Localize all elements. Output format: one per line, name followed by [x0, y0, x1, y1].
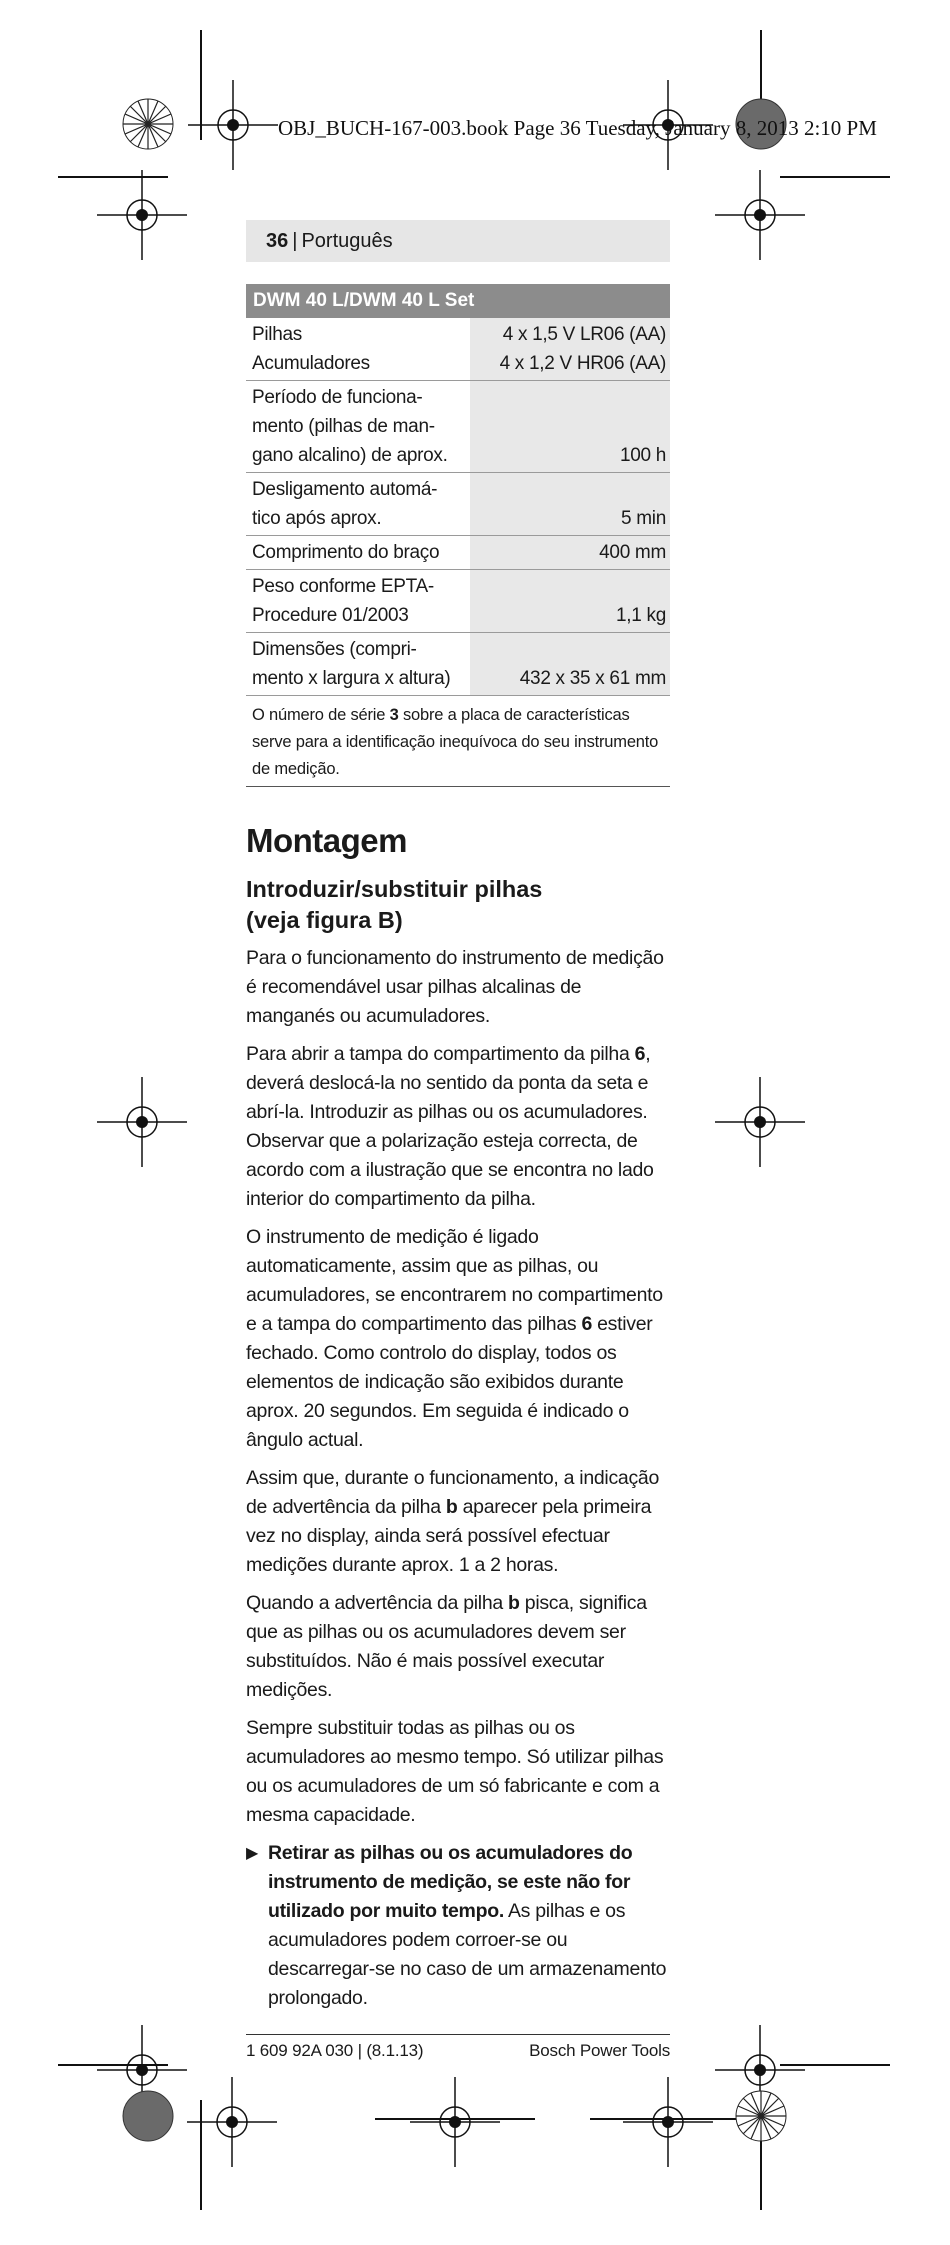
- spec-value: [470, 473, 670, 535]
- spec-row: [246, 381, 670, 473]
- paragraph-bold-ref: 6: [634, 1043, 646, 1065]
- spec-row: [246, 633, 670, 696]
- spec-value-line: 400 mm: [599, 542, 666, 563]
- registration-mark-icon: [187, 2077, 277, 2167]
- spec-value-line: 4 x 1,5 V LR06 (AA): [502, 324, 666, 345]
- spec-value: [470, 633, 670, 695]
- registration-mark-icon: [715, 170, 805, 260]
- paragraph-bold-ref: b: [445, 1496, 458, 1518]
- subsection-title: [246, 874, 670, 936]
- subtitle-line: Introduzir/substituir pilhas: [246, 876, 543, 902]
- bullet-bold-text: Retirar as pilhas ou os acumuladores do instrumento de medição, se este não for utilizado por muito tempo.: [268, 1842, 633, 1922]
- spec-label-line: mento x largura x altura): [252, 668, 451, 689]
- registration-mark-icon: [188, 80, 278, 170]
- spec-value-line: 432 x 35 x 61 mm: [519, 668, 666, 689]
- paragraph-text: aparecer pela primeira vez no display, ainda será possível efectuar medições durante aprox. 1 a 2 horas.: [246, 1496, 652, 1576]
- starburst-target-icon: [735, 2090, 787, 2142]
- paragraph-text: estiver fechado. Como controlo do display, todos os elementos de indicação são exibidos durante aprox. 20 segundos. Em seguida é indicado o ângulo actual.: [246, 1313, 653, 1451]
- spec-label-line: Peso conforme EPTA-: [252, 576, 434, 597]
- footer-doc-number: 1 609 92A 030 | (8.1.13): [246, 2041, 424, 2060]
- book-file-header: OBJ_BUCH-167-003.book Page 36 Tuesday, January 8, 2013 2:10 PM: [278, 116, 877, 140]
- spec-label: [246, 633, 470, 695]
- paragraph-text: Para abrir a tampa do compartimento da pilha: [246, 1043, 635, 1065]
- footer-brand: Bosch Power Tools: [529, 2041, 670, 2060]
- spec-label-line: Comprimento do braço: [252, 542, 440, 563]
- paragraph-bold-ref: 6: [581, 1313, 593, 1335]
- spec-label-line: Acumuladores: [252, 353, 370, 374]
- paragraph: [246, 1223, 670, 1455]
- spec-row: [246, 473, 670, 536]
- spec-row: [246, 536, 670, 570]
- spec-label: [246, 473, 470, 535]
- page-footer: [246, 2034, 670, 2061]
- body-text: [246, 944, 670, 1830]
- spec-note-post: sobre a placa de características serve para a identificação inequívoca do seu instrumento de medição.: [252, 706, 659, 778]
- spec-label-line: Pilhas: [252, 324, 302, 345]
- spec-row: [246, 318, 670, 381]
- spec-label-line: mento (pilhas de man-: [252, 416, 435, 437]
- paragraph: [246, 1464, 670, 1580]
- paragraph: [246, 1040, 670, 1214]
- registration-mark-icon: [97, 170, 187, 260]
- paragraph-text: Quando a advertência da pilha: [246, 1592, 509, 1614]
- spec-note-bold: 3: [389, 706, 399, 724]
- spec-label-line: Dimensões (compri-: [252, 639, 417, 660]
- spec-label: [246, 318, 470, 380]
- spec-value-line: 1,1 kg: [616, 605, 666, 626]
- subtitle-line: (veja figura B): [246, 907, 403, 933]
- spec-label-line: Desligamento automá-: [252, 479, 438, 500]
- bullet-text: [268, 1839, 670, 2013]
- header-language: Português: [301, 229, 393, 252]
- spec-note: [246, 696, 670, 787]
- paragraph-text: , deverá deslocá-la no sentido da ponta da seta e abrí-la. Introduzir as pilhas ou os acumuladores. Observar que a polarização esteja correcta, de acordo com a ilustração que se encontra no lado interior do compartimento da pilha.: [246, 1043, 654, 1210]
- spec-label-line: gano alcalino) de aprox.: [252, 445, 448, 466]
- bullet-plain-text: As pilhas e os acumuladores podem corroer-se ou descarregar-se no caso de um armazenamento prolongado.: [268, 1900, 667, 2009]
- paragraph-text: O instrumento de medição é ligado automaticamente, assim que as pilhas, ou acumuladores, se encontrarem no compartimento e a tampa do compartimento das pilhas: [246, 1226, 663, 1335]
- page-header: [246, 220, 670, 262]
- spec-table-title: DWM 40 L/DWM 40 L Set: [246, 284, 670, 318]
- spec-value: [470, 570, 670, 632]
- spec-label-line: tico após aprox.: [252, 508, 382, 529]
- paragraph: [246, 1714, 670, 1830]
- spec-label: [246, 536, 470, 569]
- spec-value: [470, 318, 670, 380]
- paragraph: [246, 1589, 670, 1705]
- spec-value-line: 100 h: [619, 445, 666, 466]
- spec-value-line: 4 x 1,2 V HR06 (AA): [499, 353, 666, 374]
- spec-row: [246, 570, 670, 633]
- starburst-target-icon: [122, 98, 174, 150]
- registration-mark-icon: [715, 1077, 805, 1167]
- spec-value: [470, 536, 670, 569]
- spec-label-line: Procedure 01/2003: [252, 605, 409, 626]
- registration-mark-icon: [410, 2077, 500, 2167]
- spec-note-pre: O número de série: [252, 706, 390, 724]
- spec-label-line: Período de funciona-: [252, 387, 423, 408]
- paragraph-text: Assim que, durante o funcionamento, a indicação de advertência da pilha: [246, 1467, 659, 1518]
- spec-value: [470, 381, 670, 472]
- paragraph-text: Sempre substituir todas as pilhas ou os acumuladores ao mesmo tempo. Só utilizar pilhas ou os acumuladores de um só fabricante e com a mesma capacidade.: [246, 1717, 664, 1826]
- spec-table: [246, 318, 670, 787]
- gray-target-icon: [122, 2090, 174, 2142]
- paragraph-text: Para o funcionamento do instrumento de medição é recomendável usar pilhas alcalinas de manganés ou acumuladores.: [246, 947, 664, 1027]
- paragraph-bold-ref: b: [508, 1592, 520, 1614]
- spec-label: [246, 381, 470, 472]
- page-number: 36: [266, 229, 289, 252]
- registration-mark-icon: [97, 1077, 187, 1167]
- header-separator: |: [292, 229, 298, 252]
- spec-value-line: 5 min: [621, 508, 666, 529]
- paragraph-text: pisca, significa que as pilhas ou os acumuladores devem ser substituídos. Não é mais possível executar medições.: [246, 1592, 647, 1701]
- triangle-right-icon: ▶: [246, 1845, 259, 1862]
- montagem-section: [246, 822, 670, 2013]
- section-title: Montagem: [246, 822, 407, 859]
- paragraph: [246, 944, 670, 1031]
- spec-label: [246, 570, 470, 632]
- registration-mark-icon: [623, 2077, 713, 2167]
- warning-bullet: [246, 1839, 670, 2013]
